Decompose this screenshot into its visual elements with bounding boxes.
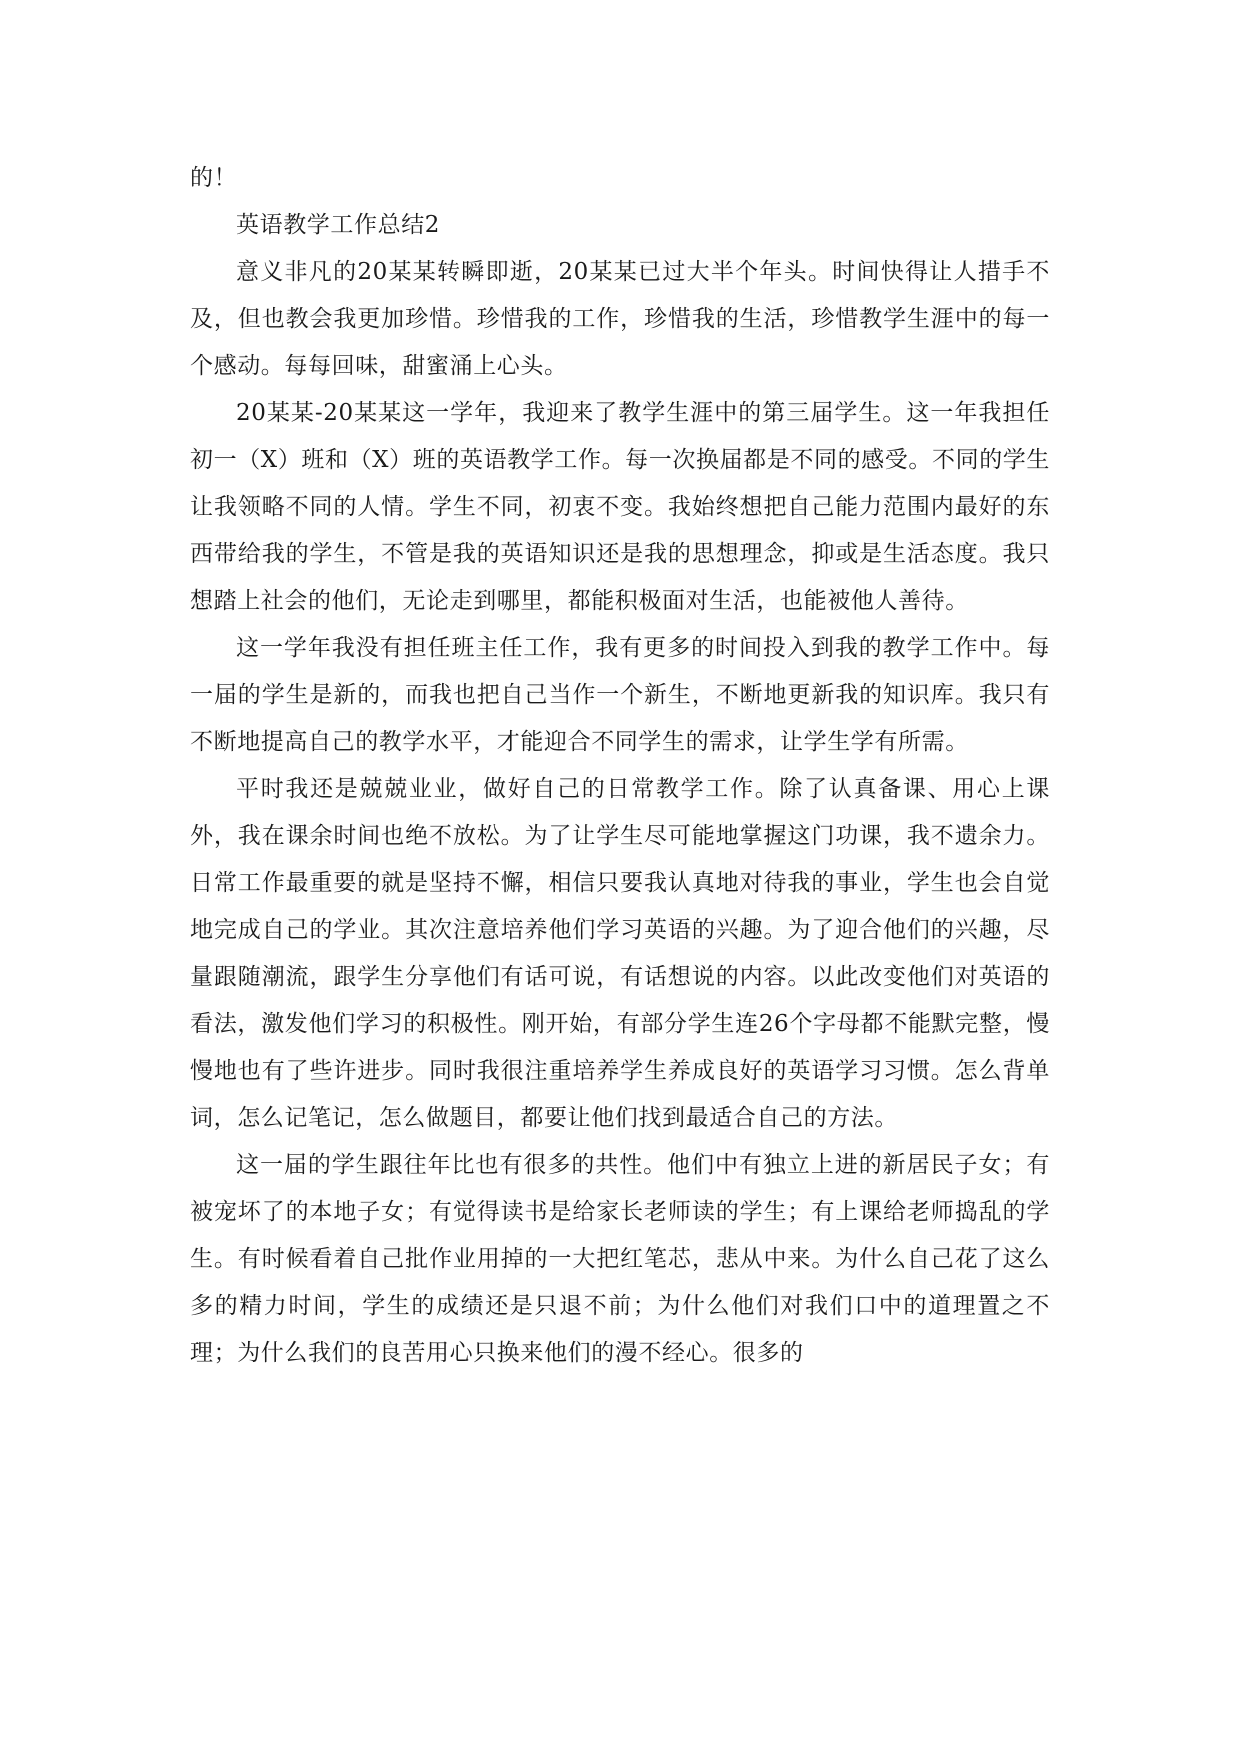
paragraph-students: 这一届的学生跟往年比也有很多的共性。他们中有独立上进的新居民子女；有被宠坏了的本地子女；有觉得读书是给家长老师读的学生；有上课给老师捣乱的学生。有时候看着自己批作业用掉的一大把红笔芯，悲从中来。为什么自己花了这么多的精力时间，学生的成绩还是只退不前；为什么他们对我们口中的道理置之不理；为什么我们的良苦用心只换来他们的漫不经心。很多的	[190, 1152, 1050, 1366]
section-heading: 英语教学工作总结2	[236, 212, 441, 238]
paragraph-intro: 意义非凡的20某某转瞬即逝，20某某已过大半个年头。时间快得让人措手不及，但也教会我更加珍惜。珍惜我的工作，珍惜我的生活，珍惜教学生涯中的每一个感动。每每回味，甜蜜涌上心头。	[190, 259, 1050, 379]
paragraph-school-year: 20某某-20某某这一学年，我迎来了教学生涯中的第三届学生。这一年我担任初一（X）班和（X）班的英语教学工作。每一次换届都是不同的感受。不同的学生让我领略不同的人情。学生不同，初衷不变。我始终想把自己能力范围内最好的东西带给我的学生，不管是我的英语知识还是我的思想理念，抑或是生活态度。我只想踏上社会的他们，无论走到哪里，都能积极面对生活，也能被他人善待。	[190, 400, 1050, 614]
paragraph-continuation: 的！	[190, 165, 238, 191]
paragraph-teaching-time: 这一学年我没有担任班主任工作，我有更多的时间投入到我的教学工作中。每一届的学生是新的，而我也把自己当作一个新生，不断地更新我的知识库。我只有不断地提高自己的教学水平，才能迎合不同学生的需求，让学生学有所需。	[190, 635, 1050, 755]
document-body	[190, 155, 1050, 1377]
paragraph-daily-work: 平时我还是兢兢业业，做好自己的日常教学工作。除了认真备课、用心上课外，我在课余时间也绝不放松。为了让学生尽可能地掌握这门功课，我不遗余力。日常工作最重要的就是坚持不懈，相信只要我认真地对待我的事业，学生也会自觉地完成自己的学业。其次注意培养他们学习英语的兴趣。为了迎合他们的兴趣，尽量跟随潮流，跟学生分享他们有话可说，有话想说的内容。以此改变他们对英语的看法，激发他们学习的积极性。刚开始，有部分学生连26个字母都不能默完整，慢慢地也有了些许进步。同时我很注重培养学生养成良好的英语学习习惯。怎么背单词，怎么记笔记，怎么做题目，都要让他们找到最适合自己的方法。	[190, 776, 1050, 1131]
